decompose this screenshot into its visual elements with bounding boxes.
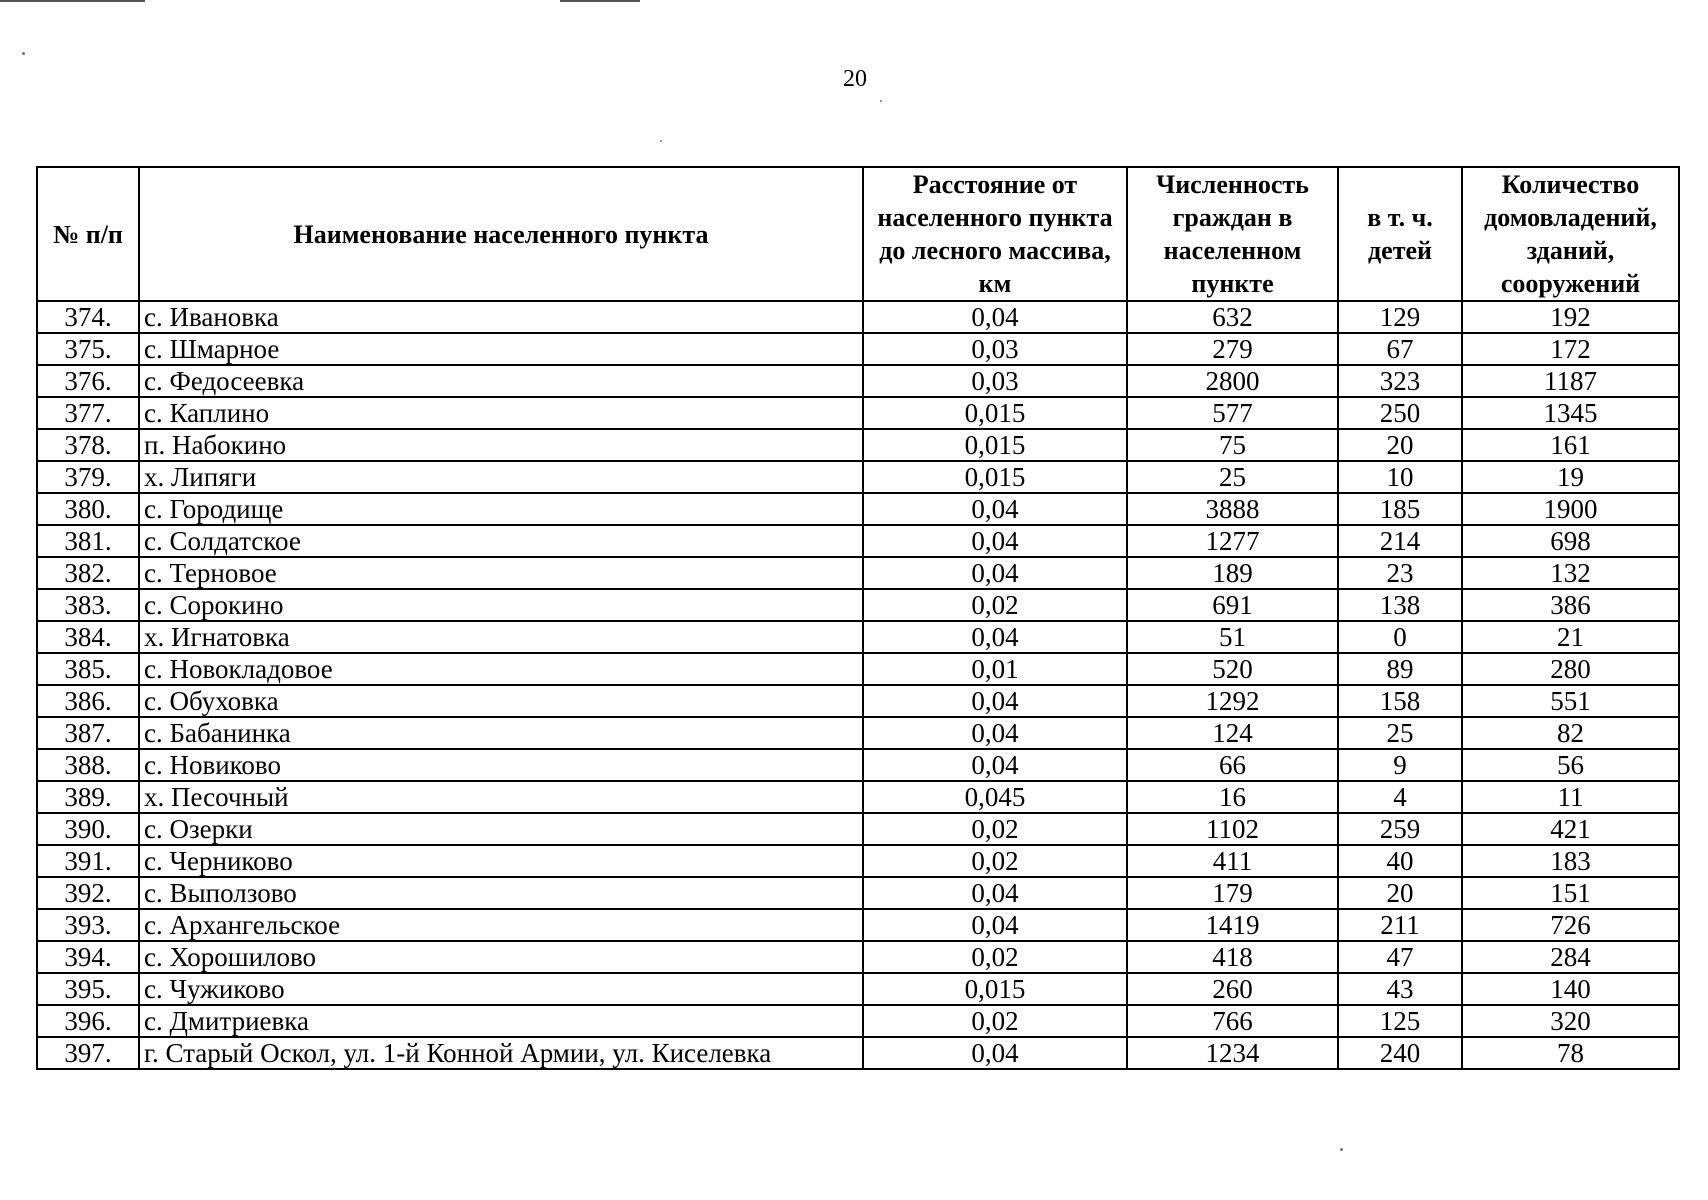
header-children: в т. ч. детей	[1338, 167, 1462, 301]
scan-speck	[1340, 1148, 1343, 1151]
households-count-cell: 78	[1462, 1037, 1679, 1069]
header-row	[37, 167, 1679, 301]
distance-km-cell: 0,015	[863, 461, 1127, 493]
children-count-cell: 211	[1338, 909, 1462, 941]
distance-km-cell: 0,04	[863, 301, 1127, 333]
table-row	[37, 429, 1679, 461]
distance-km-cell: 0,04	[863, 1037, 1127, 1069]
children-count-cell: 125	[1338, 1005, 1462, 1037]
table-row	[37, 589, 1679, 621]
distance-km-cell: 0,03	[863, 365, 1127, 397]
population-cell: 51	[1127, 621, 1338, 653]
households-count-cell: 284	[1462, 941, 1679, 973]
header-population: Численность граждан в населенном пункте	[1127, 167, 1338, 301]
children-count-cell: 250	[1338, 397, 1462, 429]
distance-km-cell: 0,04	[863, 493, 1127, 525]
households-count-cell: 726	[1462, 909, 1679, 941]
settlement-name-cell: с. Федосеевка	[139, 365, 863, 397]
households-count-cell: 56	[1462, 749, 1679, 781]
table-body	[37, 301, 1679, 1069]
households-count-cell: 183	[1462, 845, 1679, 877]
distance-km-cell: 0,04	[863, 717, 1127, 749]
settlement-name-cell: с. Каплино	[139, 397, 863, 429]
distance-km-cell: 0,015	[863, 397, 1127, 429]
children-count-cell: 23	[1338, 557, 1462, 589]
children-count-cell: 10	[1338, 461, 1462, 493]
households-count-cell: 140	[1462, 973, 1679, 1005]
table-row	[37, 557, 1679, 589]
settlements-table	[36, 166, 1680, 1070]
settlement-name-cell: с. Выползово	[139, 877, 863, 909]
households-count-cell: 386	[1462, 589, 1679, 621]
settlement-name-cell: с. Новокладовое	[139, 653, 863, 685]
settlement-name-cell: с. Хорошилово	[139, 941, 863, 973]
settlement-name-cell: с. Озерки	[139, 813, 863, 845]
children-count-cell: 43	[1338, 973, 1462, 1005]
children-count-cell: 4	[1338, 781, 1462, 813]
children-count-cell: 323	[1338, 365, 1462, 397]
table-header	[37, 167, 1679, 301]
table-row	[37, 813, 1679, 845]
children-count-cell: 25	[1338, 717, 1462, 749]
population-cell: 66	[1127, 749, 1338, 781]
row-number-cell: 375.	[37, 333, 139, 365]
children-count-cell: 158	[1338, 685, 1462, 717]
row-number-cell: 379.	[37, 461, 139, 493]
distance-km-cell: 0,02	[863, 941, 1127, 973]
households-count-cell: 421	[1462, 813, 1679, 845]
distance-km-cell: 0,04	[863, 877, 1127, 909]
row-number-cell: 386.	[37, 685, 139, 717]
row-number-cell: 396.	[37, 1005, 139, 1037]
children-count-cell: 20	[1338, 877, 1462, 909]
settlement-name-cell: с. Городище	[139, 493, 863, 525]
population-cell: 520	[1127, 653, 1338, 685]
settlement-name-cell: п. Набокино	[139, 429, 863, 461]
table-row	[37, 973, 1679, 1005]
row-number-cell: 377.	[37, 397, 139, 429]
scan-speck	[22, 52, 25, 55]
row-number-cell: 383.	[37, 589, 139, 621]
children-count-cell: 129	[1338, 301, 1462, 333]
table-row	[37, 749, 1679, 781]
table-row	[37, 621, 1679, 653]
table-row	[37, 653, 1679, 685]
row-number-cell: 392.	[37, 877, 139, 909]
row-number-cell: 394.	[37, 941, 139, 973]
settlement-name-cell: с. Бабанинка	[139, 717, 863, 749]
settlement-name-cell: с. Шмарное	[139, 333, 863, 365]
distance-km-cell: 0,04	[863, 909, 1127, 941]
scan-edge-mark	[0, 0, 145, 2]
row-number-cell: 385.	[37, 653, 139, 685]
children-count-cell: 0	[1338, 621, 1462, 653]
settlement-name-cell: с. Сорокино	[139, 589, 863, 621]
households-count-cell: 320	[1462, 1005, 1679, 1037]
table-row	[37, 941, 1679, 973]
population-cell: 1419	[1127, 909, 1338, 941]
table-row	[37, 525, 1679, 557]
distance-km-cell: 0,04	[863, 749, 1127, 781]
distance-km-cell: 0,04	[863, 621, 1127, 653]
row-number-cell: 378.	[37, 429, 139, 461]
households-count-cell: 82	[1462, 717, 1679, 749]
population-cell: 124	[1127, 717, 1338, 749]
settlement-name-cell: с. Дмитриевка	[139, 1005, 863, 1037]
settlement-name-cell: с. Солдатское	[139, 525, 863, 557]
settlement-name-cell: х. Песочный	[139, 781, 863, 813]
table-row	[37, 685, 1679, 717]
population-cell: 1292	[1127, 685, 1338, 717]
population-cell: 577	[1127, 397, 1338, 429]
header-distance: Расстояние от населенного пункта до лесного массива, км	[863, 167, 1127, 301]
row-number-cell: 381.	[37, 525, 139, 557]
distance-km-cell: 0,015	[863, 973, 1127, 1005]
row-number-cell: 393.	[37, 909, 139, 941]
households-count-cell: 172	[1462, 333, 1679, 365]
children-count-cell: 40	[1338, 845, 1462, 877]
row-number-cell: 395.	[37, 973, 139, 1005]
distance-km-cell: 0,01	[863, 653, 1127, 685]
households-count-cell: 19	[1462, 461, 1679, 493]
population-cell: 418	[1127, 941, 1338, 973]
distance-km-cell: 0,02	[863, 1005, 1127, 1037]
children-count-cell: 259	[1338, 813, 1462, 845]
row-number-cell: 397.	[37, 1037, 139, 1069]
settlement-name-cell: с. Чужиково	[139, 973, 863, 1005]
table-row	[37, 717, 1679, 749]
settlement-name-cell: х. Игнатовка	[139, 621, 863, 653]
children-count-cell: 214	[1338, 525, 1462, 557]
children-count-cell: 185	[1338, 493, 1462, 525]
population-cell: 260	[1127, 973, 1338, 1005]
population-cell: 25	[1127, 461, 1338, 493]
households-count-cell: 551	[1462, 685, 1679, 717]
header-households: Количество домовладений, зданий, сооружений	[1462, 167, 1679, 301]
children-count-cell: 47	[1338, 941, 1462, 973]
households-count-cell: 21	[1462, 621, 1679, 653]
households-count-cell: 1187	[1462, 365, 1679, 397]
row-number-cell: 390.	[37, 813, 139, 845]
table-row	[37, 461, 1679, 493]
distance-km-cell: 0,02	[863, 845, 1127, 877]
row-number-cell: 389.	[37, 781, 139, 813]
population-cell: 411	[1127, 845, 1338, 877]
table-row	[37, 845, 1679, 877]
table-row	[37, 781, 1679, 813]
population-cell: 279	[1127, 333, 1338, 365]
row-number-cell: 384.	[37, 621, 139, 653]
settlement-name-cell: с. Ивановка	[139, 301, 863, 333]
children-count-cell: 67	[1338, 333, 1462, 365]
distance-km-cell: 0,045	[863, 781, 1127, 813]
table-row	[37, 1005, 1679, 1037]
page-number: 20	[843, 66, 867, 92]
settlement-name-cell: х. Липяги	[139, 461, 863, 493]
table-row	[37, 909, 1679, 941]
households-count-cell: 1345	[1462, 397, 1679, 429]
population-cell: 16	[1127, 781, 1338, 813]
population-cell: 766	[1127, 1005, 1338, 1037]
row-number-cell: 374.	[37, 301, 139, 333]
table-row	[37, 1037, 1679, 1069]
population-cell: 2800	[1127, 365, 1338, 397]
settlement-name-cell: г. Старый Оскол, ул. 1-й Конной Армии, ул. Киселевка	[139, 1037, 863, 1069]
row-number-cell: 391.	[37, 845, 139, 877]
population-cell: 632	[1127, 301, 1338, 333]
header-num: № п/п	[37, 167, 139, 301]
settlement-name-cell: с. Терновое	[139, 557, 863, 589]
table-row	[37, 877, 1679, 909]
header-name: Наименование населенного пункта	[139, 167, 863, 301]
children-count-cell: 138	[1338, 589, 1462, 621]
distance-km-cell: 0,04	[863, 685, 1127, 717]
settlement-name-cell: с. Новиково	[139, 749, 863, 781]
population-cell: 75	[1127, 429, 1338, 461]
scan-speck	[660, 140, 662, 142]
row-number-cell: 382.	[37, 557, 139, 589]
households-count-cell: 151	[1462, 877, 1679, 909]
row-number-cell: 376.	[37, 365, 139, 397]
population-cell: 189	[1127, 557, 1338, 589]
scan-edge-mark	[560, 0, 640, 2]
distance-km-cell: 0,04	[863, 525, 1127, 557]
settlement-name-cell: с. Обуховка	[139, 685, 863, 717]
table-row	[37, 365, 1679, 397]
households-count-cell: 698	[1462, 525, 1679, 557]
distance-km-cell: 0,02	[863, 813, 1127, 845]
population-cell: 691	[1127, 589, 1338, 621]
table-row	[37, 301, 1679, 333]
households-count-cell: 132	[1462, 557, 1679, 589]
population-cell: 3888	[1127, 493, 1338, 525]
population-cell: 1234	[1127, 1037, 1338, 1069]
children-count-cell: 20	[1338, 429, 1462, 461]
children-count-cell: 9	[1338, 749, 1462, 781]
households-count-cell: 192	[1462, 301, 1679, 333]
scan-speck	[880, 100, 882, 102]
population-cell: 1277	[1127, 525, 1338, 557]
distance-km-cell: 0,015	[863, 429, 1127, 461]
households-count-cell: 161	[1462, 429, 1679, 461]
table-row	[37, 397, 1679, 429]
distance-km-cell: 0,03	[863, 333, 1127, 365]
households-count-cell: 11	[1462, 781, 1679, 813]
table-row	[37, 333, 1679, 365]
row-number-cell: 387.	[37, 717, 139, 749]
distance-km-cell: 0,02	[863, 589, 1127, 621]
children-count-cell: 89	[1338, 653, 1462, 685]
households-count-cell: 280	[1462, 653, 1679, 685]
row-number-cell: 380.	[37, 493, 139, 525]
households-count-cell: 1900	[1462, 493, 1679, 525]
distance-km-cell: 0,04	[863, 557, 1127, 589]
children-count-cell: 240	[1338, 1037, 1462, 1069]
population-cell: 1102	[1127, 813, 1338, 845]
row-number-cell: 388.	[37, 749, 139, 781]
table-row	[37, 493, 1679, 525]
settlement-name-cell: с. Архангельское	[139, 909, 863, 941]
settlement-name-cell: с. Черниково	[139, 845, 863, 877]
population-cell: 179	[1127, 877, 1338, 909]
